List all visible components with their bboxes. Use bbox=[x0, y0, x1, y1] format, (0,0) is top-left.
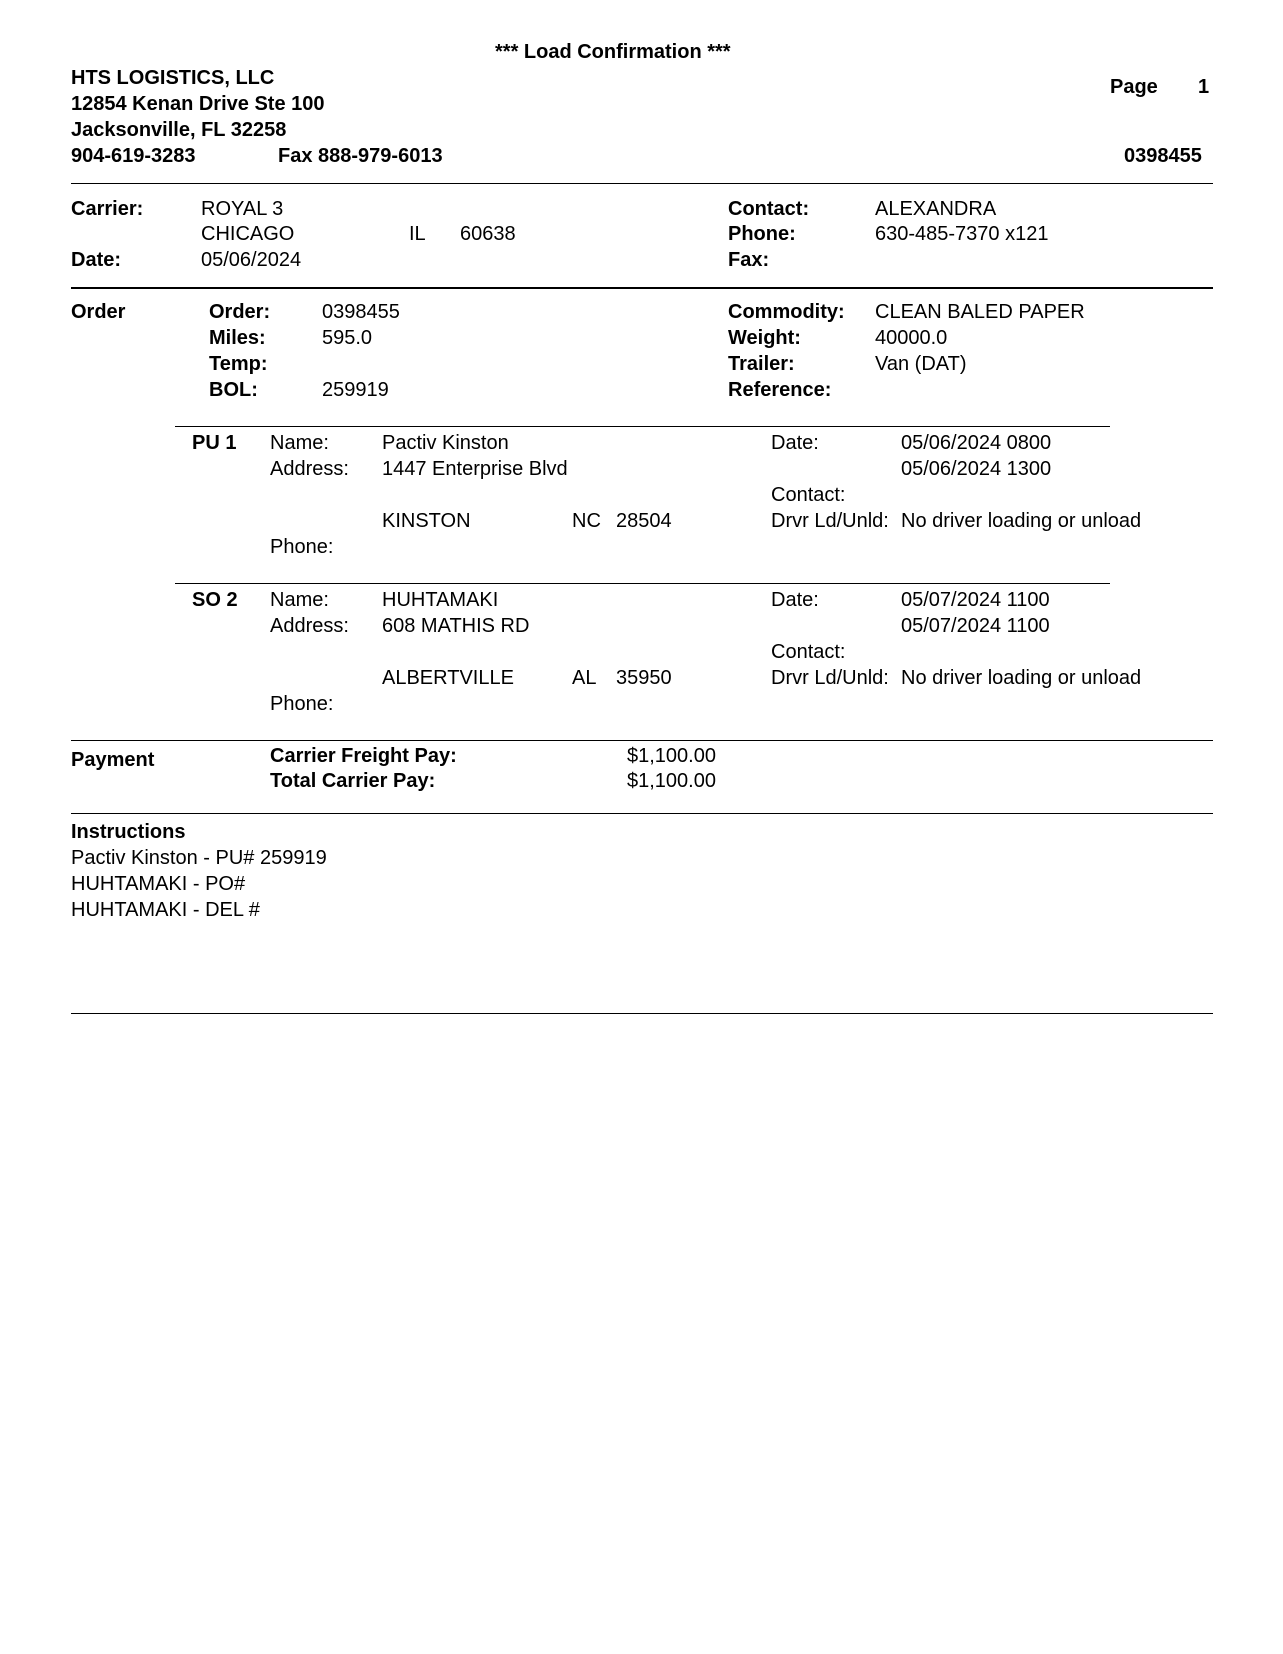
contact-label: Contact: bbox=[728, 198, 810, 220]
phone-label: Phone: bbox=[728, 223, 796, 245]
stop-drvr-value: No driver loading or unload bbox=[901, 667, 1142, 689]
stop-address-label: Address: bbox=[270, 458, 349, 480]
carrier-contact: ALEXANDRA bbox=[875, 198, 997, 220]
stop-drvr-value: No driver loading or unload bbox=[901, 510, 1142, 532]
commodity-value: CLEAN BALED PAPER bbox=[875, 301, 1085, 323]
stop-drvr-label: Drvr Ld/Unld: bbox=[771, 510, 889, 532]
carrier-date: 05/06/2024 bbox=[201, 249, 302, 271]
bol-value: 259919 bbox=[322, 379, 389, 401]
stop-zip: 28504 bbox=[616, 510, 672, 532]
stop-name-label: Name: bbox=[270, 432, 329, 454]
order-number: 0398455 bbox=[322, 301, 400, 323]
trailer-label: Trailer: bbox=[728, 353, 795, 375]
stop-address-label: Address: bbox=[270, 615, 349, 637]
stop-date-end: 05/07/2024 1100 bbox=[901, 615, 1050, 637]
header-order-number: 0398455 bbox=[1124, 145, 1202, 167]
stop-state: AL bbox=[572, 667, 597, 689]
carrier-name: ROYAL 3 bbox=[201, 198, 284, 220]
stop-name-label: Name: bbox=[270, 589, 329, 611]
instruction-line: HUHTAMAKI - DEL # bbox=[71, 899, 260, 921]
stop-phone-label: Phone: bbox=[270, 536, 334, 558]
stop-zip: 35950 bbox=[616, 667, 672, 689]
stop-date-label: Date: bbox=[771, 432, 819, 454]
carrier-phone: 630-485-7370 x121 bbox=[875, 223, 1049, 245]
stop-name: Pactiv Kinston bbox=[382, 432, 509, 454]
stop-contact-label: Contact: bbox=[771, 484, 846, 506]
carrier-label: Carrier: bbox=[71, 198, 144, 220]
company-phone: 904-619-3283 bbox=[71, 145, 196, 167]
company-name: HTS LOGISTICS, LLC bbox=[71, 67, 275, 89]
stop-drvr-label: Drvr Ld/Unld: bbox=[771, 667, 889, 689]
stop-address: 608 MATHIS RD bbox=[382, 615, 530, 637]
company-address-line2: Jacksonville, FL 32258 bbox=[71, 119, 287, 141]
stop-date-end: 05/06/2024 1300 bbox=[901, 458, 1052, 480]
stop-code: PU 1 bbox=[192, 432, 237, 454]
order-label: Order: bbox=[209, 301, 271, 323]
page-number: 1 bbox=[1198, 76, 1210, 98]
commodity-label: Commodity: bbox=[728, 301, 845, 323]
document-title: *** Load Confirmation *** bbox=[495, 41, 731, 63]
page-label: Page bbox=[1110, 76, 1158, 98]
stop-date-start: 05/07/2024 1100 bbox=[901, 589, 1050, 611]
order-section-label: Order bbox=[71, 301, 126, 323]
bol-label: BOL: bbox=[209, 379, 258, 401]
stop-name: HUHTAMAKI bbox=[382, 589, 499, 611]
stop-city: KINSTON bbox=[382, 510, 471, 532]
carrier-freight-pay-value: $1,100.00 bbox=[627, 745, 716, 767]
stop-code: SO 2 bbox=[192, 589, 238, 611]
divider bbox=[71, 813, 1213, 814]
total-carrier-pay-value: $1,100.00 bbox=[627, 770, 716, 792]
carrier-zip: 60638 bbox=[460, 223, 516, 245]
instruction-line: Pactiv Kinston - PU# 259919 bbox=[71, 847, 327, 869]
stop-date-start: 05/06/2024 0800 bbox=[901, 432, 1052, 454]
carrier-city: CHICAGO bbox=[201, 223, 295, 245]
company-fax: Fax 888-979-6013 bbox=[278, 145, 443, 167]
reference-label: Reference: bbox=[728, 379, 832, 401]
divider bbox=[71, 740, 1213, 741]
stop-state: NC bbox=[572, 510, 601, 532]
payment-section-label: Payment bbox=[71, 749, 155, 771]
date-label: Date: bbox=[71, 249, 122, 271]
instructions-heading: Instructions bbox=[71, 821, 186, 843]
divider bbox=[175, 583, 1110, 584]
miles-label: Miles: bbox=[209, 327, 266, 349]
trailer-value: Van (DAT) bbox=[875, 353, 967, 375]
stop-address: 1447 Enterprise Blvd bbox=[382, 458, 568, 480]
divider bbox=[175, 426, 1110, 427]
stop-contact-label: Contact: bbox=[771, 641, 846, 663]
carrier-state: IL bbox=[409, 223, 426, 245]
divider bbox=[71, 1013, 1213, 1014]
instruction-line: HUHTAMAKI - PO# bbox=[71, 873, 246, 895]
weight-value: 40000.0 bbox=[875, 327, 948, 349]
divider bbox=[71, 183, 1213, 184]
miles-value: 595.0 bbox=[322, 327, 373, 349]
total-carrier-pay-label: Total Carrier Pay: bbox=[270, 770, 436, 792]
carrier-freight-pay-label: Carrier Freight Pay: bbox=[270, 745, 457, 767]
stop-date-label: Date: bbox=[771, 589, 819, 611]
divider bbox=[71, 287, 1213, 289]
temp-label: Temp: bbox=[209, 353, 268, 375]
stop-phone-label: Phone: bbox=[270, 693, 334, 715]
fax-label: Fax: bbox=[728, 249, 770, 271]
stop-city: ALBERTVILLE bbox=[382, 667, 514, 689]
weight-label: Weight: bbox=[728, 327, 801, 349]
company-address-line1: 12854 Kenan Drive Ste 100 bbox=[71, 93, 325, 115]
